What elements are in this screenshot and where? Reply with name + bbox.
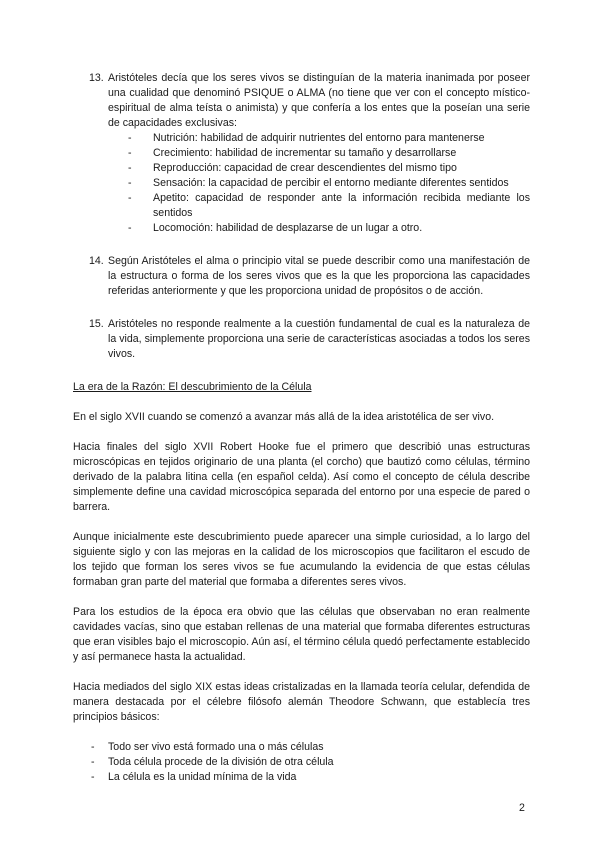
capabilities-list [108, 131, 530, 236]
numbered-item-15 [73, 317, 530, 362]
list-item: - Sensación: la capacidad de percibir el entorno mediante diferentes sentidos [128, 177, 509, 189]
item-text: Aristóteles decía que los seres vivos se distinguían de la materia inanimada por poseer una cualidad que denominó PSIQUE o ALMA (no tiene que ver con el concepto místico-espiritual de alma teísta o animista) y que confería a los entes que la poseían una serie de capacidades exclusivas: [108, 72, 530, 129]
paragraph: Aunque inicialmente este descubrimiento puede aparecer una simple curiosidad, a lo largo del siguiente siglo y con las mejoras en la calidad de los microscopios que facilitaron el escudo de los tejido que forman los seres vivos se fue acumulando la evidencia de que estas células formaban gran parte del material que formaba a diferentes seres vivos. [73, 531, 530, 588]
list-item: - La célula es la unidad mínima de la vida [91, 771, 297, 783]
numbered-item-13 [73, 71, 530, 236]
item-text: Aristóteles no responde realmente a la cuestión fundamental de cual es la naturaleza de la vida, simplemente proporciona una serie de características asociadas a todos los seres vivos. [108, 318, 530, 360]
principles-list [73, 740, 530, 785]
list-item: - Nutrición: habilidad de adquirir nutrientes del entorno para mantenerse [128, 132, 485, 144]
paragraph: Hacia mediados del siglo XIX estas ideas cristalizadas en la llamada teoría celular, defendida de manera destacada por el célebre filósofo alemán Theodore Schwann, que establecía tres principios básicos: [73, 681, 530, 723]
numbered-item-14 [73, 254, 530, 299]
list-item: - Locomoción: habilidad de desplazarse de un lugar a otro. [128, 222, 423, 234]
list-item: - Todo ser vivo está formado una o más células [91, 741, 324, 753]
list-item: - Toda célula procede de la división de otra célula [91, 756, 334, 768]
paragraph: Hacia finales del siglo XVII Robert Hooke fue el primero que describió unas estructuras microscópicas en tejidos originario de una planta (el corcho) que bautizó como células, término derivado de la palabra litina cella (en español celda). Así como el concepto de célula describe simplemente define una cavidad microscópica separada del entorno por una especie de pared o barrera. [73, 441, 530, 513]
item-number: 15. [89, 318, 104, 330]
section-heading: La era de la Razón: El descubrimiento de la Célula [73, 381, 312, 393]
paragraph: En el siglo XVII cuando se comenzó a avanzar más allá de la idea aristotélica de ser vivo. [73, 411, 495, 423]
list-item: - Crecimiento: habilidad de incrementar su tamaño y desarrollarse [128, 147, 457, 159]
page-content [73, 71, 530, 785]
item-text: Según Aristóteles el alma o principio vital se puede describir como una manifestación de la estructura o forma de los seres vivos que es la que les proporciona las capacidades referidas anteriormente y que les proporciona unidad de propósitos o de acción. [108, 255, 530, 297]
list-item: - Reproducción: capacidad de crear descendientes del mismo tipo [128, 162, 457, 174]
item-number: 14. [89, 255, 104, 267]
page-number: 2 [519, 802, 525, 814]
list-item: - Apetito: capacidad de responder ante la información recibida mediante los sentidos [128, 192, 530, 219]
item-number: 13. [89, 72, 104, 84]
paragraph: Para los estudios de la época era obvio que las células que observaban no eran realmente cavidades vacías, sino que estaban rellenas de una material que formaba diferentes estructuras que eran visibles bajo el microscopio. Aún así, el término célula quedó perfectamente establecido y así permanece hasta la actualidad. [73, 606, 530, 663]
